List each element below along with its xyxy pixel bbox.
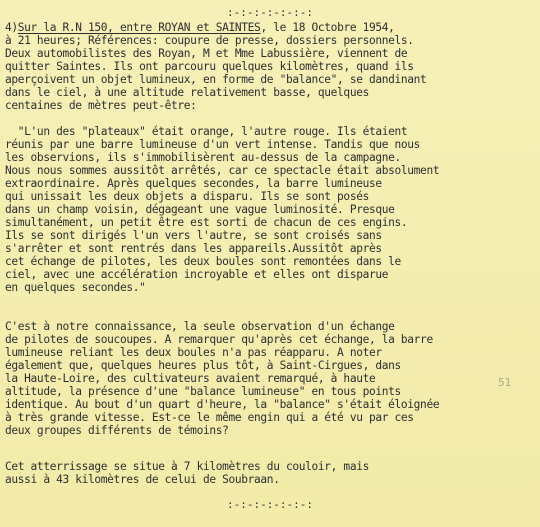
conclusion-line-1: aussi à 43 kilomètres de celui de Soubraan. (5, 473, 280, 486)
quote-line-6: dans un champ voisin, dégageant une vague luminosité. Presque (5, 203, 395, 216)
date-text: , le 18 Octobre 1954, (260, 21, 395, 34)
quote-line-10: cet échange de pilotes, les deux boules sont remontées dans le (5, 255, 401, 268)
item-number: 4) (5, 21, 18, 34)
quote-line-7: simultanément, un petit être est sorti de chacun de ces engins. (5, 216, 408, 229)
quote-line-11: ciel, avec une accélération incroyable et elles ont disparue (5, 268, 389, 281)
intro-line-0 (5, 21, 395, 34)
quote-line-9: s'arrêter et sont rentrés dans les appareils.Aussitôt après (5, 242, 382, 255)
quote-line-2: les observions, ils s'immobilisèrent au-dessus de la campagne. (5, 151, 401, 164)
quote-line-1: réunis par une barre lumineuse d'un vert intense. Tandis que nous (5, 138, 421, 151)
commentary-line-6: identique. Au bout d'un quart d'heure, la "balance" s'était éloignée (5, 398, 440, 411)
commentary-line-1: de pilotes de soucoupes. A remarquer qu'après cet échange, la barre (5, 333, 433, 346)
margin-mark: 51 (498, 376, 512, 389)
intro-line-2: Deux automobilistes des Royan, M et Mme Labussière, viennent de (5, 47, 408, 60)
separator-bottom: :-:-:-:-:-:-: (226, 498, 314, 511)
commentary-line-2: lumineuse reliant les deux boules n'a pas réapparu. A noter (5, 346, 382, 359)
quote-line-5: qui unissait les deux objets a disparu. Ils se sont posés (5, 190, 369, 203)
intro-line-6: centaines de mètres peut-être: (5, 99, 197, 112)
commentary-line-8: deux groupes différents de témoins? (5, 424, 229, 437)
quote-line-12: en quelques secondes." (5, 281, 146, 294)
quote-line-0: "L'un des "plateaux" était orange, l'autre rouge. Ils étaient (5, 125, 408, 138)
quote-line-8: Ils se sont dirigés l'un vers l'autre, se sont croisés sans (5, 229, 382, 242)
commentary-line-7: à très grande vitesse. Est-ce le même engin qui a été vu par ces (5, 411, 414, 424)
commentary-line-3: également que, quelques heures plus tôt, à Saint-Cirgues, dans (5, 359, 401, 372)
intro-line-5: dans le ciel, à une altitude relativement basse, quelques (5, 86, 369, 99)
separator-top: :-:-:-:-:-:-: (226, 6, 314, 19)
commentary-line-4: la Haute-Loire, des cultivateurs avaient remarqué, à haute (5, 372, 376, 385)
quote-line-3: Nous nous sommes aussitôt arrêtés, car ce spectacle était absolument (5, 164, 440, 177)
commentary-line-0: C'est à notre connaissance, la seule observation d'un échange (5, 320, 395, 333)
quote-line-4: extraordinaire. Après quelques secondes, la barre lumineuse (5, 177, 382, 190)
intro-line-4: aperçoivent un objet lumineux, en forme de "balance", se dandinant (5, 73, 427, 86)
conclusion-line-0: Cet atterrissage se situe à 7 kilomètres du couloir, mais (5, 460, 369, 473)
location-heading: Sur la R.N 150, entre ROYAN et SAINTES (17, 21, 261, 34)
intro-line-3: quitter Saintes. Ils ont parcouru quelques kilomètres, quand ils (5, 60, 414, 73)
intro-line-1: à 21 heures; Références: coupure de presse, dossiers personnels. (5, 34, 414, 47)
commentary-line-5: altitude, la présence d'une "balance lumineuse" en tous points (5, 385, 401, 398)
